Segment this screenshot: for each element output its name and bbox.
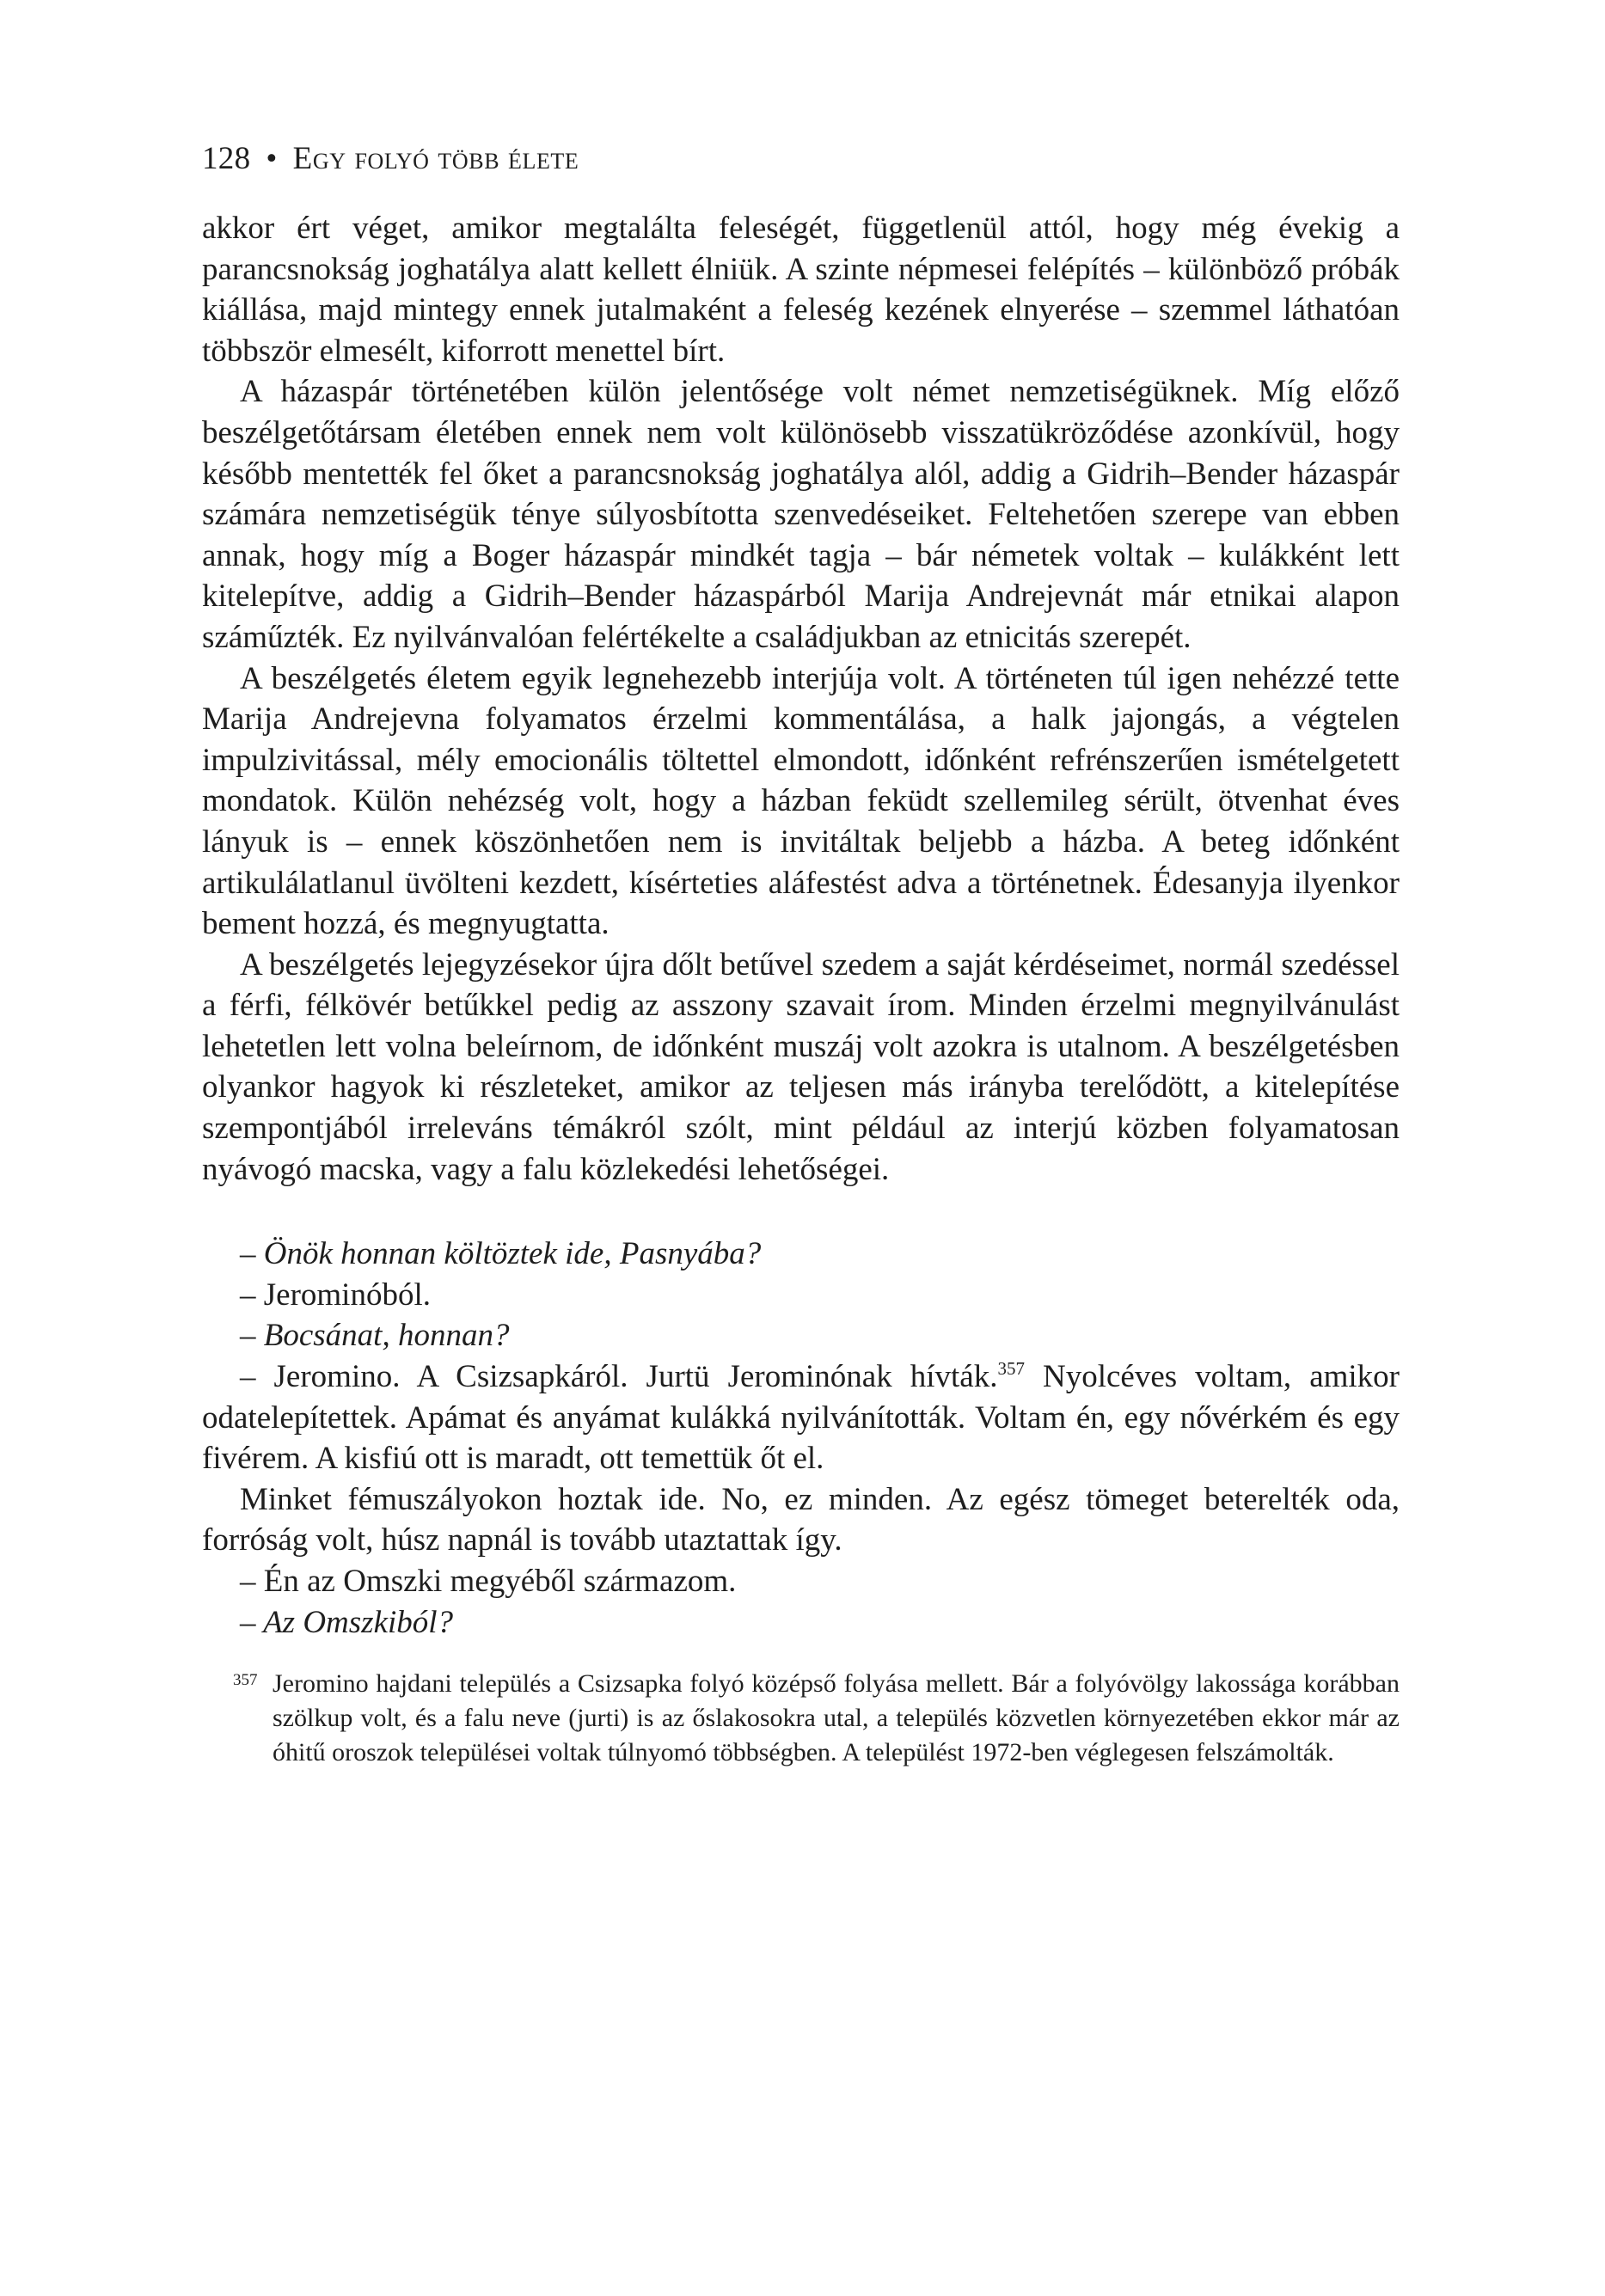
book-title: Egy folyó több élete [292, 141, 579, 176]
footnote [202, 1667, 1400, 1769]
answer-2 [202, 1356, 1400, 1479]
footnote-text: Jeromino hajdani település a Csizsapka folyó középső folyása mellett. Bár a folyóvölgy lakossága korábban szölkup volt, és a falu neve (jurti) is az őslakosokra utal, a település közvetlen környezetében ekkor már az óhitű oroszok települései voltak túlnyomó többségben. A települést 1972-ben véglegesen felszámolták. [273, 1669, 1400, 1766]
body-text [202, 208, 1400, 1190]
paragraph-1: akkor ért véget, amikor megtalálta feleségét, függetlenül attól, hogy még évekig a parancsnokság joghatálya alatt kellett élniük. A szinte népmesei felépítés – különböző próbák kiállása, majd mintegy ennek jutalmaként a feleség kezének elnyerése – szemmel láthatóan többször elmesélt, kiforrott menettel bírt. [202, 211, 1400, 369]
interviewer-question-2: – Bocsánat, honnan? [240, 1318, 510, 1354]
answer-2-start: – Jeromino. A Csizsapkáról. Jurtü Jerominónak hívták. [240, 1359, 998, 1395]
footnote-number: 357 [233, 1671, 258, 1690]
answer-1: – Jerominóból. [240, 1277, 431, 1313]
interview-dialogue [202, 1234, 1400, 1643]
book-page [202, 138, 1400, 1770]
interviewer-question-3: – Az Omszkiból? [240, 1604, 454, 1640]
answer-4: – Én az Omszki megyéből származom. [240, 1564, 737, 1599]
paragraph-4: A beszélgetés lejegyzésekor újra dőlt betűvel szedem a saját kérdéseimet, normál szedéssel a férfi, félkövér betűkkel pedig az asszony szavait írom. Minden érzelmi megnyilvánulást lehetetlen lett volna beleírnom, de időnként muszáj volt azokra is utalnom. A beszélgetésben olyankor hagyok ki részleteket, amikor az teljesen más irányba terelődött, a kitelepítése szempontjából irreleváns témákról szólt, mint például az interjú közben folyamatosan nyávogó macska, vagy a falu közlekedési lehetőségei. [202, 946, 1400, 1187]
running-head [202, 138, 1400, 181]
interviewer-question-1: – Önök honnan költöztek ide, Pasnyába? [240, 1236, 762, 1272]
footnote-reference[interactable]: 357 [997, 1358, 1025, 1380]
page-number: 128 [202, 141, 251, 176]
answer-3: Minket fémuszályokon hoztak ide. No, ez minden. Az egész tömeget beterelték oda, forróság volt, húsz napnál is tovább utaztattak így. [202, 1481, 1400, 1558]
header-separator: • [266, 141, 278, 176]
answer-2-end: Nyolcéves voltam, amikor odatelepítettek. Apámat és anyámat kulákká nyilvánították. Voltam én, egy nővérkém és egy fivérem. A kisfiú ott is maradt, ott temettük őt el. [202, 1359, 1400, 1477]
paragraph-2: A házaspár történetében külön jelentősége volt német nemzetiségüknek. Míg előző beszélgetőtársam életében ennek nem volt különösebb visszatükröződése azonkívül, hogy később mentették fel őket a parancsnokság joghatálya alól, addig a Gidrih–Bender házaspár számára nemzetiségük ténye súlyosbította szenvedéseiket. Feltehetően szerepe van ebben annak, hogy míg a Boger házaspár mindkét tagja – bár németek voltak – kulákként lett kitelepítve, addig a Gidrih–Bender házaspárból Marija Andrejevnát már etnikai alapon száműzték. Ez nyilvánvalóan felértékelte a családjukban az etnicitás szerepét. [202, 374, 1400, 655]
paragraph-3: A beszélgetés életem egyik legnehezebb interjúja volt. A történeten túl igen nehézzé tette Marija Andrejevna folyamatos érzelmi kommentálása, a halk jajongás, a végtelen impulzivitással, mély emocionális töltettel elmondott, időnként refrénszerűen ismételgetett mondatok. Külön nehézség volt, hogy a házban feküdt szellemileg sérült, ötvenhat éves lányuk is – ennek köszönhetően nem is invitáltak beljebb a házba. A beteg időnként artikulálatlanul üvölteni kezdett, kísérteties aláfestést adva a történetnek. Édesanyja ilyenkor bement hozzá, és megnyugtatta. [202, 660, 1400, 942]
